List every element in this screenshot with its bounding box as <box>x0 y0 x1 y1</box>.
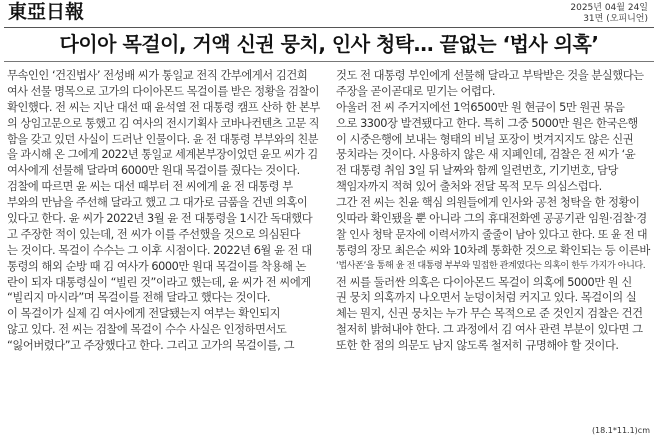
article-text-line: “잃어버렸다”고 주장했다고 한다. 그리고 고가의 목걸이를, 그 <box>7 339 295 353</box>
article-dimensions: (18.1*11.1)cm <box>591 426 650 435</box>
article-text-line: 찰 인사 청탁 문자에 이력서까지 줄줄이 남아 있다고 한다. 또 윤 전 대 <box>336 227 648 241</box>
masthead <box>0 0 658 27</box>
article-text-line: 철저히 밝혀내야 한다. 그 과정에서 김 여사 관련 부분이 있다면 그 <box>336 323 643 337</box>
article-text-line: 부와의 만남을 주선해 달라고 했고 그 대가로 금품을 건넨 의혹이 <box>7 196 308 210</box>
article-text-line: 확인했다. 전 씨는 지난 대선 때 윤석열 전 대통령 캠프 산하 한 본부 <box>7 100 320 114</box>
article-text-line: 책임자까지 적혀 있어 출처와 전달 목적 모두 의심스럽다. <box>336 180 602 194</box>
article-text-line: 으로 3300장 발견됐다고 한다. 특히 그중 5000만 원은 한국은행 <box>336 116 638 130</box>
article-text-line: 통령의 해외 순방 때 김 여사가 6000만 원대 목걸이를 착용해 논 <box>7 259 307 273</box>
top-divider <box>4 27 654 28</box>
page-info: 31면 (오피니언) <box>583 14 648 24</box>
article-text-line: 체는 뭔지, 신권 뭉치는 누가 무슨 목적으로 준 것인지 검찰은 건건 <box>336 307 643 321</box>
article-text-line: 을 과시해 온 그에게 2022년 통일교 세계본부장이었던 윤모 씨가 김 <box>7 148 318 162</box>
article-text-line: 통령의 장모 최은순 씨와 10차례 통화한 것으로 확인되는 등 이른바 <box>336 243 650 257</box>
article-text-line: 란이 되자 대통령실이 “빌린 것”이라고 했는데, 윤 씨가 전 씨에게 <box>7 275 311 289</box>
article-text-line: 뭉치라는 것이다. 사용하지 않은 새 지폐인데, 검찰은 전 씨가 ‘윤 <box>336 148 636 162</box>
article-text-line: 주장을 곧이곧대로 믿기는 어렵다. <box>336 84 496 98</box>
article-text-line: “빌리지 마시라”며 목걸이를 전해 달라고 했다는 것이다. <box>7 291 270 305</box>
article-text-line: 무속인인 ‘건진법사’ 전성배 씨가 통일교 전직 간부에게서 김건희 <box>7 69 308 82</box>
article-column-right <box>336 68 652 354</box>
article-text-line: 여사에게 선물해 달라며 6000만 원대 목걸이를 줬다는 것이다. <box>7 164 300 178</box>
article-column-left <box>7 68 323 354</box>
article-text-line: 검찰에 따르면 윤 씨는 대선 때부터 전 씨에게 윤 전 대통령 부 <box>7 180 293 194</box>
article-text-line: ‘법사폰’을 통해 윤 전 대통령 부부와 밀접한 관계였다는 의혹이 한두 가지가 아니다. <box>336 260 646 271</box>
article-text-line: 전 대통령 취임 3일 뒤 날짜와 함께 일련번호, 기기번호, 담당 <box>336 164 618 178</box>
article-text-line: 의 상임고문으로 통했고 김 여사의 전시기획사 코바나컨텐츠 고문 직 <box>7 116 320 130</box>
headline-divider <box>4 61 654 62</box>
article-text-line: 고 주장한 적이 있는데, 전 씨가 이를 주선했을 것으로 의심된다 <box>7 227 300 241</box>
article-text-line: 있다고 한다. 윤 씨가 2022년 3월 윤 전 대통령을 1시간 독대했다 <box>7 212 313 226</box>
article-text-line: 그간 전 씨는 친윤 핵심 의원들에게 인사와 공천 청탁을 한 정황이 <box>336 196 640 210</box>
issue-date: 2025년 04월 24일 <box>570 3 648 13</box>
article-text-line: 또한 한 점의 의문도 남지 않도록 철저히 규명해야 할 것이다. <box>336 339 619 353</box>
article-text-line: 이 목걸이가 실제 김 여사에게 전달됐는지 여부는 확인되지 <box>7 307 281 321</box>
article-text-line: 것도 전 대통령 부인에게 선물해 달라고 부탁받은 것을 분실했다는 <box>336 69 644 82</box>
article-text-line: 권 뭉치 의혹까지 나오면서 눈덩이처럼 커지고 있다. 목걸이의 실 <box>336 291 637 305</box>
article-headline: 다이아 목걸이, 거액 신권 뭉치, 인사 청탁… 끝없는 ‘법사 의혹’ <box>59 32 599 56</box>
newspaper-name: 東亞日報 <box>8 1 85 23</box>
article-text-line: 않고 있다. 전 씨는 검찰에 목걸이 수수 사실은 인정하면서도 <box>7 323 287 337</box>
article-text-line: 전 씨를 둘러싼 의혹은 다이아몬드 목걸이 의혹에 5000만 원 신 <box>336 275 632 289</box>
article-text-line: 여사 선물 명목으로 고가의 다이아몬드 목걸이를 받은 정황을 검찰이 <box>7 84 320 98</box>
article-text-line: 아울러 전 씨 주거지에선 1억6500만 원 현금이 5만 원권 묶음 <box>336 100 625 114</box>
article-text-line: 잇따라 확인됐을 뿐 아니라 그의 휴대전화엔 공공기관 임원·검찰·경 <box>336 212 647 226</box>
article-text-line: 이 시중은행에 보내는 형태의 비닐 포장이 벗겨지지도 않은 신권 <box>336 132 634 146</box>
article-text-line: 함을 갖고 있던 사실이 드러난 인물이다. 윤 전 대통령 부부와의 친분 <box>7 132 319 146</box>
article-text-line: 는 것이다. 목걸이 수수는 그 이후 시점이다. 2022년 6월 윤 전 대 <box>7 243 312 257</box>
